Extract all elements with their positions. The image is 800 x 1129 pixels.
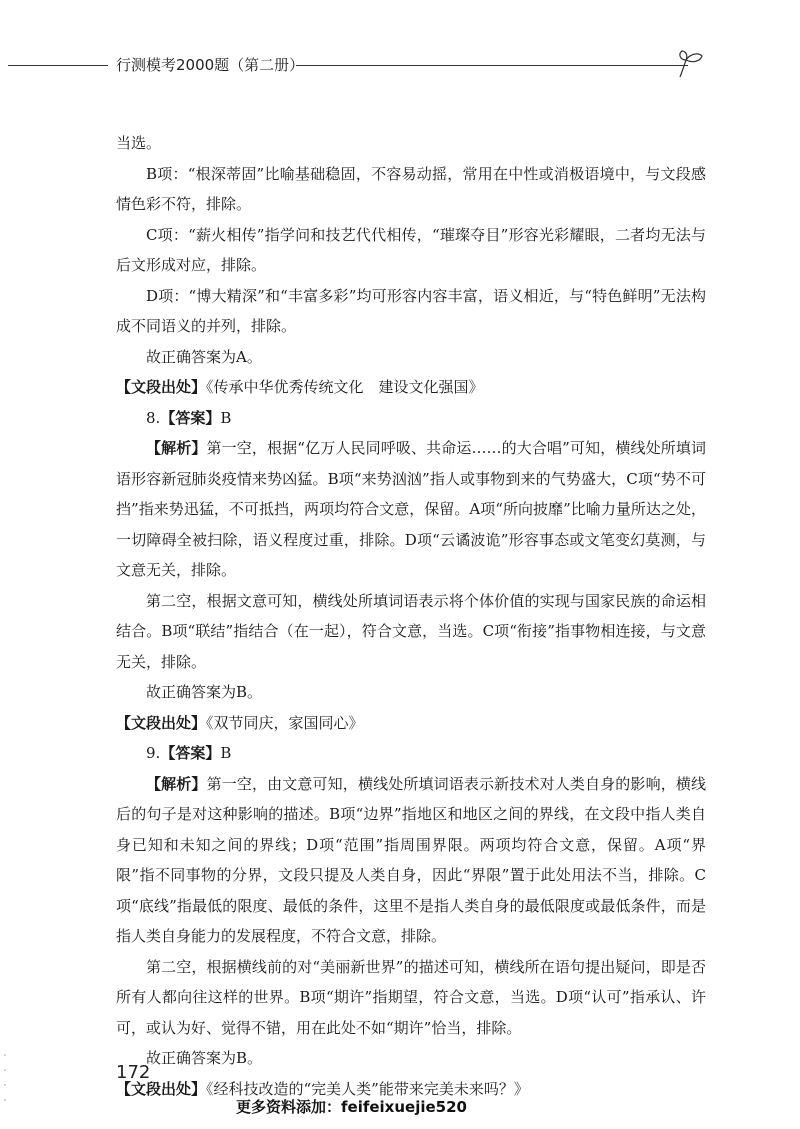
paragraph: 第二空，根据文意可知，横线处所填词语表示将个体价值的实现与国家民族的命运相结合。B项“联结”指结合（在一起），符合文意，当选。C项“衔接”指事物相连接，与文意无关，排除。	[116, 591, 706, 671]
header-title: 行测模考2000题（第二册）	[116, 56, 305, 74]
paragraph: C项：“薪火相传”指学问和技艺代代相传，“璀璨夺目”形容光彩耀眼，二者均无法与后文形成对应，排除。	[116, 225, 706, 274]
analysis-label: 【解析】	[146, 439, 207, 457]
header-rule-left	[8, 65, 108, 66]
analysis-label: 【解析】	[146, 774, 207, 793]
paragraph: 故正确答案为B。	[146, 1049, 263, 1067]
paragraph: B项：“根深蒂固”比喻基础稳固，不容易动摇，常用在中性或消极语境中，与文段感情色彩不符，排除。	[116, 164, 706, 213]
sprout-icon	[676, 44, 710, 78]
analysis-paragraph: 【解析】第一空，根据“亿万人民同呼吸、共命运……的大合唱”可知，横线处所填词语形容新冠肺炎疫情来势凶猛。B项“来势汹汹”指人或事物到来的气势盛大，C项“势不可挡”指来势迅猛，不可抵挡，两项均符合文意，保留。A项“所向披靡”比喻力量所达之处，一切障碍全被扫除，语义程度过重，排除。D项“云谲波诡”形容事态或文笔变幻莫测，与文意无关，排除。	[116, 439, 706, 579]
analysis-paragraph: 【解析】第一空，由文意可知，横线处所填词语表示新技术对人类自身的影响，横线后的句子是对这种影响的描述。B项“边界”指地区和地区之间的界线，在文段中指人类自身已知和未知之间的界线；D项“范围”指周围界限。两项均符合文意，保留。A项“界限”指不同事物的分界，文段只提及人类自身，因此“界限”置于此处用法不当，排除。C项“底线”指最低的限度、最低的条件，这里不是指人类自身的最低限度或最低条件，而是指人类自身能力的发展程度，不符合文意，排除。	[116, 774, 706, 945]
answer-label: 【答案】	[160, 744, 221, 762]
paragraph: 故正确答案为B。	[146, 683, 263, 701]
paragraph: D项：“博大精深”和“丰富多彩”均可形容内容丰富，语义相近，与“特色鲜明”无法构成不同语义的并列，排除。	[116, 286, 706, 335]
answer-line: 8.【答案】B	[146, 408, 232, 427]
header-rule-right	[296, 65, 688, 66]
source-label: 【文段出处】	[116, 378, 207, 396]
source-label: 【文段出处】	[116, 1079, 207, 1098]
source-line: 【文段出处】《传承中华优秀传统文化 建设文化强国》	[116, 378, 484, 396]
answer-explanations	[116, 128, 706, 1104]
margin-dots	[2, 1050, 8, 1110]
answer-label: 【答案】	[160, 408, 221, 427]
paragraph: 第二空，根据横线前的对“美丽新世界”的描述可知，横线所在语句提出疑问，即是否所有人都向往这样的世界。B项“期许”指期望，符合文意，当选。D项“认可”指承认、许可，或认为好、觉得不错，用在此处不如“期许”恰当，排除。	[116, 957, 706, 1037]
footer-note: 更多资料添加：feifeixuejie520	[236, 1098, 467, 1116]
page-header	[0, 44, 800, 84]
source-line: 【文段出处】《双节同庆，家国同心》	[116, 713, 364, 732]
page-number: 172	[116, 1062, 151, 1083]
source-line: 【文段出处】《经科技改造的“完美人类”能带来完美未来吗？》	[116, 1079, 529, 1098]
answer-line: 9.【答案】B	[146, 744, 232, 762]
source-label: 【文段出处】	[116, 713, 207, 732]
paragraph: 当选。	[116, 134, 162, 152]
paragraph: 故正确答案为A。	[146, 347, 262, 366]
